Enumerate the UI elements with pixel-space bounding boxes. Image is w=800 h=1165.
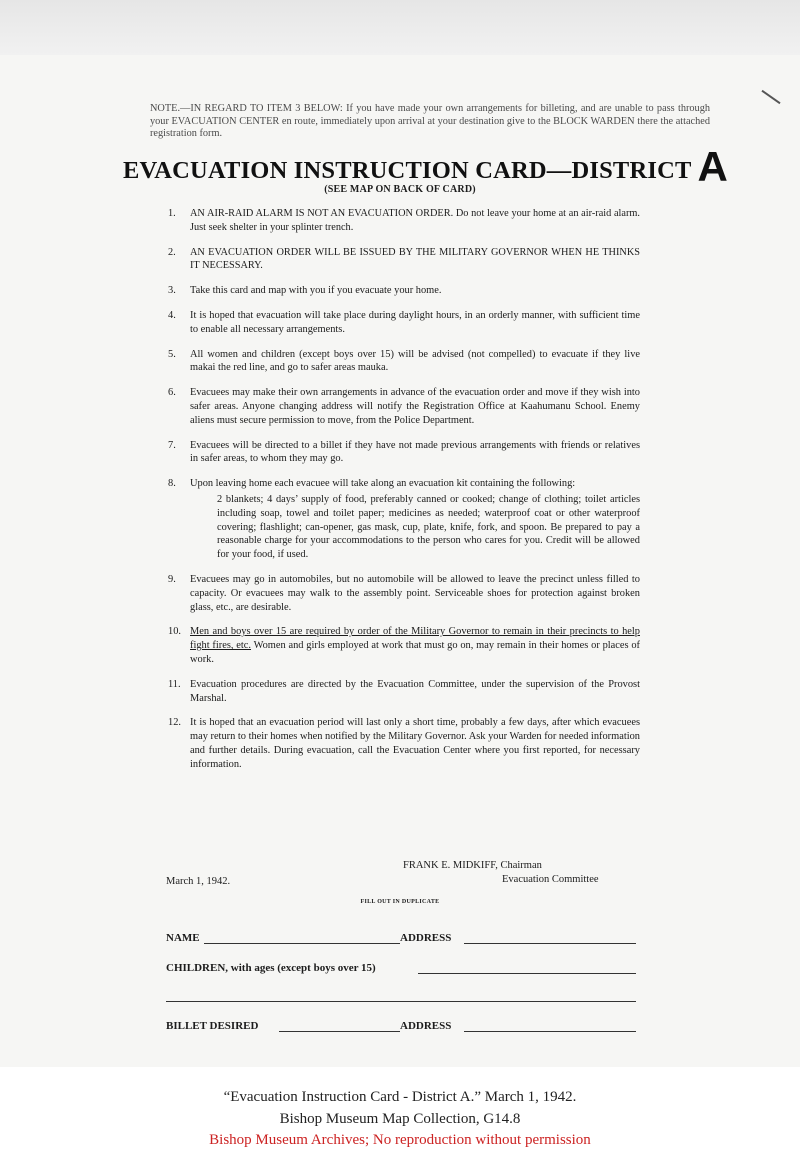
instruction-item xyxy=(168,386,640,427)
signatory-name: FRANK E. MIDKIFF, Chairman xyxy=(403,860,542,871)
item-number: 5. xyxy=(168,348,176,360)
caption-collection: Bishop Museum Map Collection, G14.8 xyxy=(279,1111,521,1127)
instruction-item xyxy=(168,246,640,274)
item-number: 12. xyxy=(168,717,181,729)
top-band xyxy=(0,0,800,55)
item-text: Take this card and map with you if you evacuate your home. xyxy=(190,285,442,297)
instruction-item xyxy=(168,439,640,467)
instruction-item xyxy=(168,573,640,614)
children-field-line-2 xyxy=(166,1001,636,1002)
billet-field-line xyxy=(279,1031,400,1032)
card-subtitle: (SEE MAP ON BACK OF CARD) xyxy=(324,184,476,195)
item-text: AN AIR-RAID ALARM IS NOT AN EVACUATION ORDER. Do not leave your home at an air-raid alarm. Just seek shelter in your splinter trench. xyxy=(190,208,640,233)
item-number: 4. xyxy=(168,309,176,321)
address-label: ADDRESS xyxy=(400,932,452,944)
instruction-item xyxy=(168,477,640,562)
item-number: 11. xyxy=(168,678,181,690)
item-number: 6. xyxy=(168,387,176,399)
item-text: Women and girls employed at work that must go on, may remain in their homes or places of work. xyxy=(190,640,641,665)
item-text: Evacuation procedures are directed by the Evacuation Committee, under the supervision of the Provost Marshal. xyxy=(190,678,640,704)
caption-title: “Evacuation Instruction Card - District A.” March 1, 1942. xyxy=(223,1089,577,1105)
card-date: March 1, 1942. xyxy=(166,876,231,887)
item-text: Upon leaving home each evacuee will take along an evacuation kit containing the following: xyxy=(190,478,576,490)
children-label: CHILDREN, with ages (except boys over 15) xyxy=(166,962,376,974)
name-label: NAME xyxy=(166,932,200,944)
card-title-text: EVACUATION INSTRUCTION CARD—DISTRICT xyxy=(123,157,692,184)
item-text: Evacuees may go in automobiles, but no automobile will be allowed to leave the precinct unless filled to capacity. Or evacuees may walk to the assembly point. Serviceable shoes for protection against broken glass, etc., are desirable. xyxy=(190,573,640,613)
signatory-title: Evacuation Committee xyxy=(502,874,599,885)
note-paragraph: NOTE.—IN REGARD TO ITEM 3 BELOW: If you have made your own arrangements for billeting, and are unable to pass through your EVACUATION CENTER en route, immediately upon arrival at your destination give to the BLOCK WARDEN there the attached registration form. xyxy=(150,103,710,139)
instruction-item xyxy=(168,284,640,298)
item-text: It is hoped that an evacuation period will last only a short time, probably a few days, after which evacuees may return to their homes when notified by the Military Governor. Ask your Warden for needed information and further details. During evacuation, call the Evacuation Center where you first reported, for necessary information. xyxy=(190,717,640,770)
item-text: Evacuees will be directed to a billet if they have not made previous arrangements with friends or relatives in safer areas, to whom they may go. xyxy=(190,439,640,465)
item-number: 10. xyxy=(168,626,181,638)
item-text: It is hoped that evacuation will take place during daylight hours, in an orderly manner, with sufficient time to enable all necessary arrangements. xyxy=(190,309,640,335)
instruction-list xyxy=(168,207,640,783)
instruction-item xyxy=(168,348,640,376)
item-text: All women and children (except boys over 15) will be advised (not compelled) to evacuate if they live makai the red line, and go to safer areas mauka. xyxy=(190,348,640,374)
evacuation-kit-list: 2 blankets; 4 days’ supply of food, preferably canned or cooked; change of clothing; toilet articles including soap, towel and toilet paper; medicines as needed; waterproof coat or other waterproof covering; flashlight; can-opener, gas mask, cup, plate, knife, fork, and spoon. Be prepared to pay a reasonable charge for your accommodations to the person who cares for you. Credit will be allowed for your food, if used. xyxy=(217,493,640,561)
billet-address-label: ADDRESS xyxy=(400,1020,452,1032)
fill-out-instruction: FILL OUT IN DUPLICATE xyxy=(360,899,440,905)
instruction-item xyxy=(168,716,640,771)
item-text-underlined: Men and boys over 15 are required by order of the Military Governor to remain in their precincts to help fight fires, etc. xyxy=(190,626,640,652)
item-number: 1. xyxy=(168,208,176,219)
item-text: AN EVACUATION ORDER WILL BE ISSUED BY THE MILITARY GOVERNOR WHEN HE THINKS IT NECESSARY. xyxy=(190,246,640,272)
item-number: 7. xyxy=(168,439,176,451)
billet-desired-label: BILLET DESIRED xyxy=(166,1020,259,1032)
instruction-item xyxy=(168,309,640,337)
district-letter: A xyxy=(697,143,729,190)
children-field-line xyxy=(418,973,636,974)
item-number: 9. xyxy=(168,573,176,585)
instruction-item xyxy=(168,207,640,235)
address-field-line xyxy=(464,943,636,944)
caption-rights-notice: Bishop Museum Archives; No reproduction without permission xyxy=(209,1132,591,1148)
billet-address-field-line xyxy=(464,1031,636,1032)
item-number: 3. xyxy=(168,285,176,297)
name-field-line xyxy=(204,943,400,944)
item-number: 8. xyxy=(168,478,176,490)
instruction-item xyxy=(168,625,640,666)
instruction-item xyxy=(168,678,640,706)
item-number: 2. xyxy=(168,246,176,258)
item-text: Evacuees may make their own arrangements in advance of the evacuation order and move if they wish into safer areas. Anyone changing address will notify the Registration Office at Kaahumanu School. Enemy aliens must secure permission to move, from the Police Department. xyxy=(190,387,640,426)
